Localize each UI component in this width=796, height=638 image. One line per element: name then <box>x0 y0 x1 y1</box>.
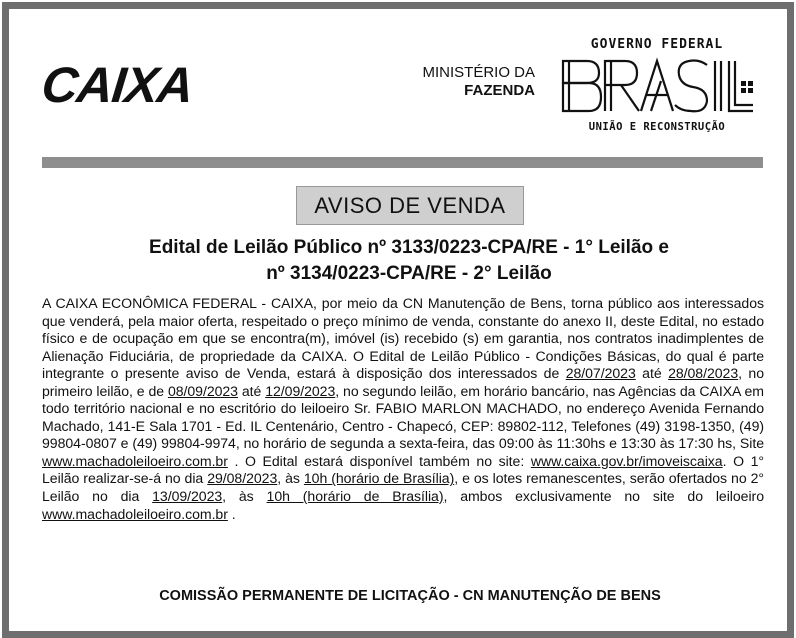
body-text-segment: , ambos exclusivamente no site do leiloeiro <box>443 488 764 505</box>
caixa-logo-text: CAIXA <box>39 57 196 113</box>
body-text-segment: . O Edital estará disponível também no site: <box>227 452 531 469</box>
date-link: 28/07/2023 <box>565 365 636 382</box>
body-text-segment: até <box>237 382 266 399</box>
date-link: 13/09/2023 <box>152 488 223 505</box>
brasil-wordmark-icon <box>559 55 755 117</box>
uniao-reconstrucao-label: UNIÃO E RECONSTRUÇÃO <box>588 121 726 133</box>
date-link: 08/09/2023 <box>167 382 238 399</box>
edital-heading-line2: nº 3134/0223-CPA/RE - 2° Leilão <box>266 263 552 284</box>
body-text-segment: , no primeiro leilão, e de <box>42 365 765 399</box>
ministerio-fazenda-label <box>422 64 535 100</box>
date-link: 12/09/2023 <box>265 382 336 399</box>
caixa-logo <box>39 57 196 113</box>
notice-body <box>42 295 764 523</box>
notice-frame <box>2 2 794 638</box>
leiloeiro-site-link[interactable]: www.machadoleiloeiro.com.br <box>42 452 228 469</box>
body-text-segment: . O 1° Leilão realizar-se-á no dia <box>42 452 764 487</box>
edital-heading-line1: Edital de Leilão Público nº 3133/0223-CPA/RE - 1° Leilão e <box>149 237 669 258</box>
notice-title <box>296 186 524 225</box>
body-text-segment: A CAIXA ECONÔMICA FEDERAL - CAIXA, por meio da CN Manutenção de Bens, torna público aos interessados que venderá, pela maior oferta, respeitado o preço mínimo de venda, constante do anexo II, deste Edital, no estado físico e de ocupação em que se encontra(m), imóvel (is) recebido (s) em garantia, nos contratos inadimplentes de Alienação Fiduciária, de propriedade da CAIXA. O Edital de Leilão Público - Condições Básicas, do qual é parte integrante o presente aviso de Venda, estará à disposição dos interessados de <box>42 295 764 382</box>
date-link: 28/08/2023 <box>668 365 739 382</box>
footer-commission: COMISSÃO PERMANENTE DE LICITAÇÃO - CN MANUTENÇÃO DE BENS <box>159 588 661 604</box>
body-text-segment: até <box>635 365 669 382</box>
ministerio-line2: FAZENDA <box>464 82 535 99</box>
time-text: 10h (horário de Brasília) <box>303 470 455 487</box>
caixa-site-link[interactable]: www.caixa.gov.br/imoveiscaixa <box>530 452 723 469</box>
notice-title-text: AVISO DE VENDA <box>314 192 506 218</box>
edital-heading <box>39 235 779 287</box>
body-text-segment: , às <box>277 470 304 487</box>
date-link: 29/08/2023 <box>207 470 278 487</box>
header-separator <box>42 157 763 168</box>
governo-federal-label: GOVERNO FEDERAL <box>590 37 724 52</box>
body-text-segment: , às <box>222 488 267 505</box>
time-text: 10h (horário de Brasília) <box>266 488 444 505</box>
body-text-segment: . <box>227 505 236 522</box>
body-text-segment: , e os lotes remanescentes, serão ofertados no 2° Leilão no dia <box>42 470 764 505</box>
body-text-segment: , no segundo leilão, em horário bancário, nas Agências da CAIXA em todo território nacional e no escritório do leiloeiro Sr. FABIO MARLON MACHADO, no endereço Avenida Fernando Machado, 141-E Sala 1701 - Ed. IL Centenário, Centro - Chapecó, CEP: 89802-112, Telefones (49) 3198-1350, (49) 99804-0807 e (49) 99804-9974, no horário de segunda a sexta-feira, das 09:00 às 11:30hs e 13:30 às 17:30 hs, Site <box>42 382 764 452</box>
leiloeiro-site-link[interactable]: www.machadoleiloeiro.com.br <box>42 505 228 522</box>
governo-federal-logo <box>553 37 761 133</box>
ministerio-line1: MINISTÉRIO DA <box>422 64 535 81</box>
